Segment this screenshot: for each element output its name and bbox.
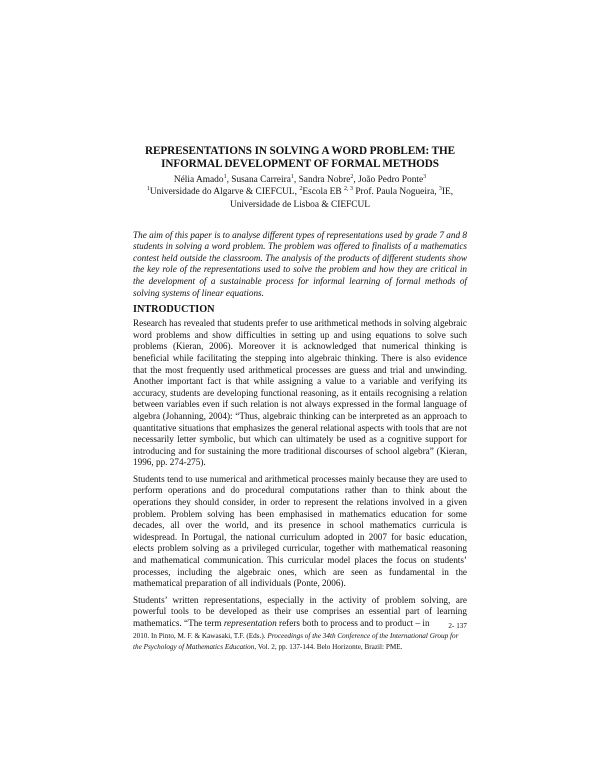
affiliation-3: IE, Universidade de Lisboa & CIEFCUL (229, 187, 454, 210)
author-name: Susana Carreira (231, 174, 291, 185)
affiliation-2-rest: Prof. Paula Nogueira, (353, 187, 439, 198)
affiliation-mark: 2 (299, 186, 303, 193)
affiliation-2: Escola EB (302, 187, 344, 198)
footer-proceedings-title: Proceedings of the 34th Conference of the International Group for the Psychology of Mathematics Education (133, 632, 459, 652)
paper-body (133, 145, 467, 630)
author-affiliation-mark: 2 (350, 173, 354, 180)
page-number: 2- 137 (448, 622, 467, 630)
footer-text: , Vol. 2, pp. 137-144. Belo Horizonte, Brazil: PME. (254, 643, 403, 652)
affiliations (133, 186, 467, 211)
footer-text: 2010. In Pinto, M. F. & Kawasaki, T.F. (Eds.). (133, 632, 268, 640)
author-affiliation-mark: 1 (290, 173, 294, 180)
body-paragraph: Research has revealed that students prefer to use arithmetical methods in solving algebraic word problems and show difficulties in setting up and using equations to solve such problems (Kieran, 2006). Moreover it is acknowledged that numerical thinking is beneficial while facilitating the stepping into algebraic thinking. There is also evidence that the most frequently used arithmetical processes are guess and trial and unwinding. Another important fact is that while assigning a value to a variable and verifying its accuracy, students are developing functional reasoning, as it entails recognising a relation between variables even if such relation is not always expressed in the formal language of algebra (Johanning, 2004): “Thus, algebraic thinking can be interpreted as an approach to quantitative situations that emphasizes the general relational aspects with tools that are not necessarily letter symbolic, but which can ultimately be used as a cognitive support for introducing and for sustaining the more traditional discourses of school algebra” (Kieran, 1996, pp. 274-275). (133, 318, 467, 468)
paragraph-text: refers both to process and to product – in (276, 618, 430, 628)
body-paragraph (133, 595, 467, 630)
author-name: João Pedro Ponte (358, 174, 424, 185)
section-heading: INTRODUCTION (133, 304, 215, 316)
affiliation-mark: 3 (438, 186, 442, 193)
affiliation-mark: 1 (146, 186, 150, 193)
emphasized-term: representation (223, 618, 277, 628)
author-affiliation-mark: 1 (223, 173, 227, 180)
author-list: Nélia Amado$^1$, Susana Carreira$^1$, Sandra Nobre$^2$, João Pedro Ponte$^3$ (173, 173, 427, 185)
citation-footer (133, 631, 467, 653)
author-name: Sandra Nobre (298, 174, 351, 185)
affiliation-mark: 2, 3 (344, 186, 353, 193)
author-affiliation-mark: 3 (423, 173, 427, 180)
body-paragraph: Students tend to use numerical and arithmetical processes mainly because they are used to perform operations and do procedural computations rather than to think about the operations they should consider, in order to represent the relations involved in a given problem. Problem solving has been emphasised in mathematics education for some decades, all over the world, and its presence in school mathematics curricula is widespread. In Portugal, the national curriculum adopted in 2007 for basic education, elects problem solving as a privileged curricular, together with mathematical reasoning and mathematical communication. This curricular model places the focus on students’ processes, including the algebraic ones, which are seen as fundamental in the mathematical preparation of all individuals (Ponte, 2006). (133, 473, 467, 589)
paragraph-text: Students’ written representations, especially in the activity of problem solving, are powerful tools to be developed as their use comprises an essential part of learning mathematics. “The term (133, 594, 467, 628)
affiliation-1: Universidade do Algarve & CIEFCUL, (149, 187, 300, 198)
abstract: The aim of this paper is to analyse different types of representations used by grade 7 and 8 students in solving a word problem. The problem was offered to finalists of a mathematics contest held outside the classroom. The analysis of the products of different students show the key role of the representations used to solve the problem and how they are critical in the development of a sustainable process for informal learning of formal methods of solving systems of linear equations. (133, 229, 467, 298)
author-name: Nélia Amado (173, 174, 224, 185)
paper-title: REPRESENTATIONS IN SOLVING A WORD PROBLEM: THE INFORMAL DEVELOPMENT OF FORMAL METHODS (145, 145, 455, 171)
